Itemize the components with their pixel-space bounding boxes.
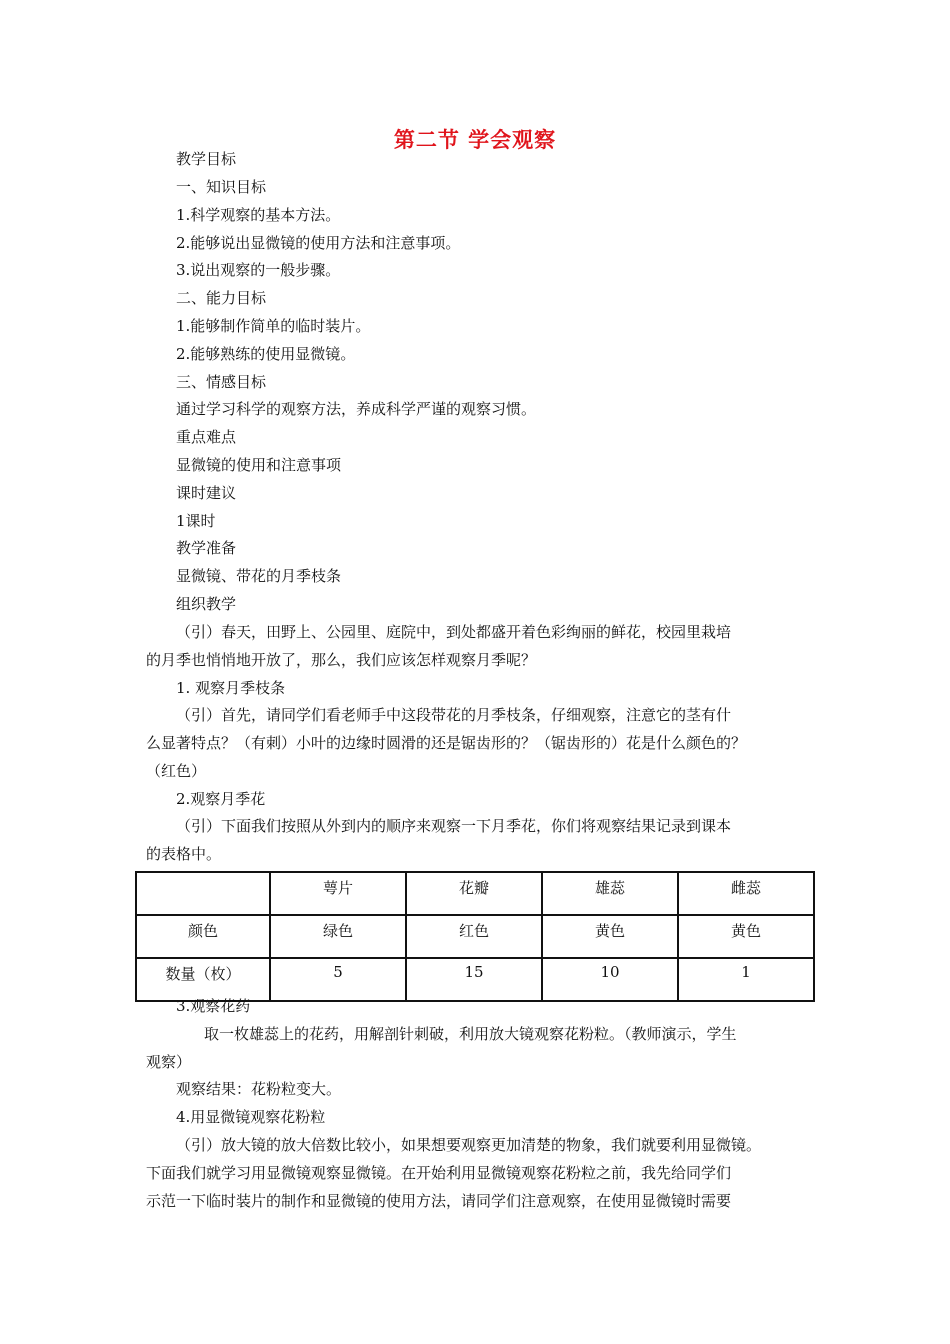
table-cell [136, 872, 270, 915]
text-line: 二、能力目标 [176, 289, 267, 307]
paragraph-line: （引）放大镜的放大倍数比较小，如果想要观察更加清楚的物象，我们就要利用显微镜。 [176, 1136, 762, 1154]
table-header-cell: 雌蕊 [678, 872, 814, 915]
table-cell: 15 [406, 958, 542, 1001]
table-cell: 黄色 [542, 915, 678, 958]
text-line: 2.能够熟练的使用显微镜。 [176, 345, 356, 363]
table-cell: 5 [270, 958, 406, 1001]
table-cell: 红色 [406, 915, 542, 958]
paragraph-line: 的表格中。 [146, 845, 222, 863]
paragraph-line: 么显著特点？（有刺）小叶的边缘时圆滑的还是锯齿形的？（锯齿形的）花是什么颜色的？ [146, 734, 747, 752]
paragraph-line: 取一枚雄蕊上的花药，用解剖针刺破，利用放大镜观察花粉粒。（教师演示，学生 [204, 1025, 737, 1043]
page-title: 第二节 学会观察 [393, 127, 557, 152]
text-line: 1.科学观察的基本方法。 [176, 206, 341, 224]
table-header-cell: 花瓣 [406, 872, 542, 915]
text-line: 组织教学 [176, 595, 237, 613]
table-cell: 1 [678, 958, 814, 1001]
text-line: 3.说出观察的一般步骤。 [176, 261, 341, 279]
paragraph-line: 观察结果：花粉粒变大。 [176, 1080, 342, 1098]
text-line: 显微镜的使用和注意事项 [176, 456, 342, 474]
section-heading: 1. 观察月季枝条 [176, 679, 286, 697]
section-heading: 2.观察月季花 [176, 790, 266, 808]
text-line: 三、情感目标 [176, 373, 267, 391]
text-line: 教学目标 [176, 150, 237, 168]
table-cell: 绿色 [270, 915, 406, 958]
text-line: 显微镜、带花的月季枝条 [176, 567, 342, 585]
section-heading: 4.用显微镜观察花粉粒 [176, 1108, 326, 1126]
paragraph-line: 的月季也悄悄地开放了，那么，我们应该怎样观察月季呢？ [146, 651, 537, 669]
table-cell: 10 [542, 958, 678, 1001]
table-header-cell: 萼片 [270, 872, 406, 915]
section-heading: 3.观察花药 [176, 997, 251, 1015]
paragraph-line: （引）首先，请同学们看老师手中这段带花的月季枝条，仔细观察，注意它的茎有什 [176, 706, 732, 724]
text-line: 通过学习科学的观察方法，养成科学严谨的观察习惯。 [176, 400, 537, 418]
paragraph-line: 下面我们就学习用显微镜观察显微镜。在开始利用显微镜观察花粉粒之前，我先给同学们 [146, 1164, 732, 1182]
text-line: 一、知识目标 [176, 178, 267, 196]
paragraph-line: 示范一下临时装片的制作和显微镜的使用方法，请同学们注意观察，在使用显微镜时需要 [146, 1192, 732, 1210]
text-line: 课时建议 [176, 484, 237, 502]
observation-table [135, 871, 815, 1002]
table-row-label: 颜色 [136, 915, 270, 958]
paragraph-line: （引）春天，田野上、公园里、庭院中，到处都盛开着色彩绚丽的鲜花，校园里栽培 [176, 623, 732, 641]
text-line: 1.能够制作简单的临时装片。 [176, 317, 371, 335]
paragraph-line: 观察） [146, 1053, 192, 1071]
table-row [136, 915, 814, 958]
table-cell: 黄色 [678, 915, 814, 958]
paragraph-line: （引）下面我们按照从外到内的顺序来观察一下月季花，你们将观察结果记录到课本 [176, 817, 732, 835]
paragraph-line: （红色） [146, 762, 207, 780]
table-header-cell: 雄蕊 [542, 872, 678, 915]
text-line: 2.能够说出显微镜的使用方法和注意事项。 [176, 234, 461, 252]
table-header-row [136, 872, 814, 915]
table-row-label: 数量（枚） [136, 958, 270, 1001]
text-line: 1课时 [176, 512, 216, 530]
text-line: 重点难点 [176, 428, 237, 446]
text-line: 教学准备 [176, 539, 237, 557]
